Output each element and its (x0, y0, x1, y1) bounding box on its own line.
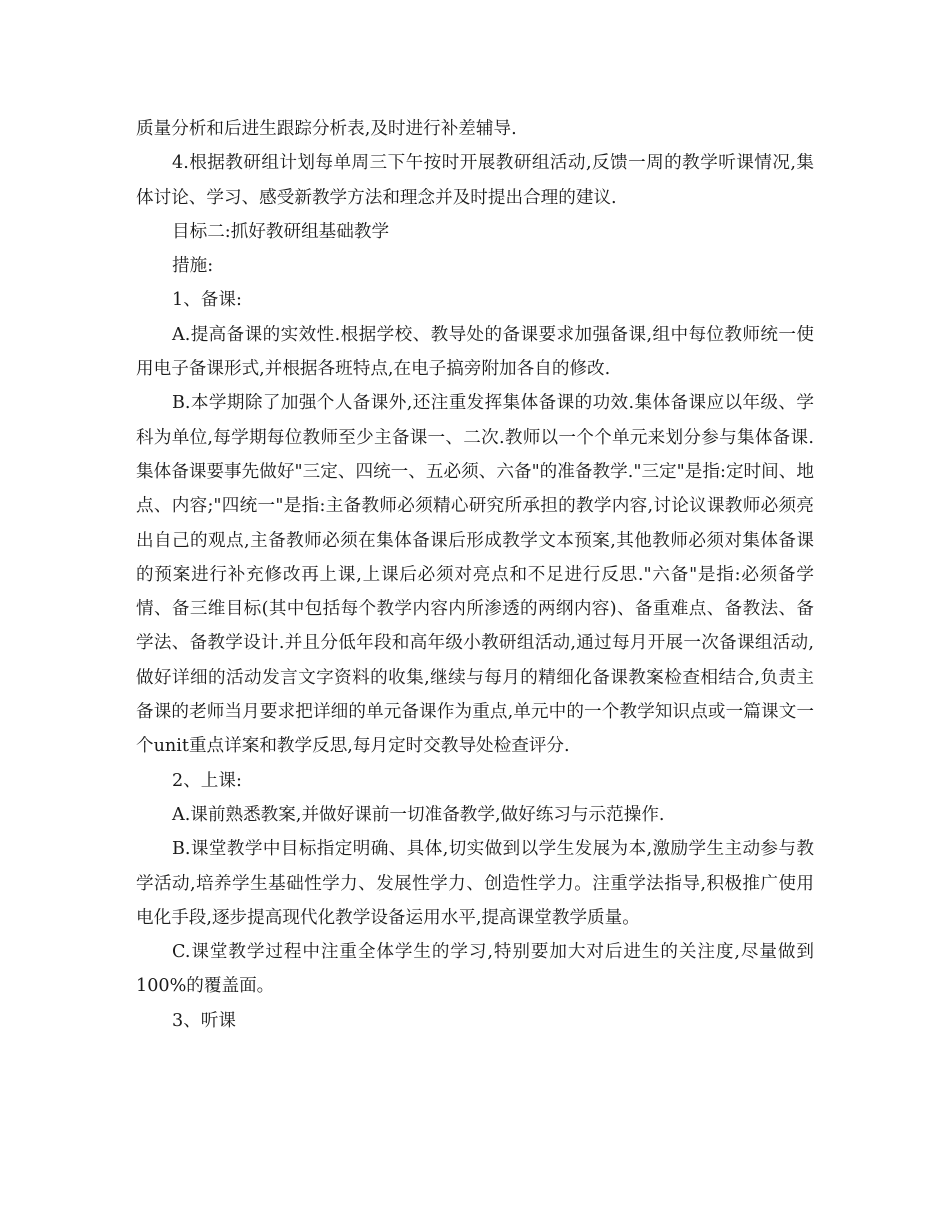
paragraph-8: 2、上课: (172, 770, 242, 791)
paragraph-7: B.本学期除了加强个人备课外,还注重发挥集体备课的功效.集体备课应以年级、学科为单位,每学期每位教师至少主备课一、二次.教师以一个个单元来划分参与集体备课.集体备课要事先做好"三定、四统一、五必须、六备"的准备教学."三定"是指:定时间、地点、内容;"四统一"是指:主备教师必须精心研究所承担的教学内容,讨论议课教师必须亮出自己的观点,主备教师必须在集体备课后形成教学文本预案,其他教师必须对集体备课的预案进行补充修改再上课,上课后必须对亮点和不足进行反思."六备"是指:必须备学情、备三维目标(其中包括每个教学内容内所渗透的两纲内容)、备重难点、备教法、备学法、备教学设计.并且分低年段和高年级小教研组活动,通过每月开展一次备课组活动,做好详细的活动发言文字资料的收集,继续与每月的精细化备课教案检查相结合,负责主备课的老师当月要求把详细的单元备课作为重点,单元中的一个教学知识点或一篇课文一个unit重点详案和教学反思,每月定时交教导处检查评分. (136, 393, 814, 757)
paragraph-12: 3、听课 (172, 1010, 236, 1031)
paragraph-6: A.提高备课的实效性.根据学校、教导处的备课要求加强备课,组中每位教师统一使用电子备课形式,并根据各班特点,在电子搞旁附加各自的修改. (136, 324, 814, 380)
paragraph-11: C.课堂教学过程中注重全体学生的学习,特别要加大对后进生的关注度,尽量做到100%的覆盖面。 (136, 942, 814, 997)
paragraph-1: 质量分析和后进生跟踪分析表,及时进行补差辅导. (136, 119, 517, 139)
paragraph-9: A.课前熟悉教案,并做好课前一切准备教学,做好练习与示范操作. (172, 804, 665, 825)
paragraph-4: 措施: (172, 256, 214, 277)
paragraph-2: 4.根据教研组计划每单周三下午按时开展教研组活动,反馈一周的教学听课情况,集体讨论、学习、感受新教学方法和理念并及时提出合理的建议. (136, 153, 814, 208)
paragraph-3: 目标二:抓好教研组基础教学 (172, 221, 390, 242)
document-body (136, 112, 814, 1038)
paragraph-10: B.课堂教学中目标指定明确、具体,切实做到以学生发展为本,激励学生主动参与教学活动,培养学生基础性学力、发展性学力、创造性学力。注重学法指导,积极推广使用电化手段,逐步提高现代化教学设备运用水平,提高课堂教学质量。 (136, 839, 814, 928)
paragraph-5: 1、备课: (172, 290, 242, 311)
